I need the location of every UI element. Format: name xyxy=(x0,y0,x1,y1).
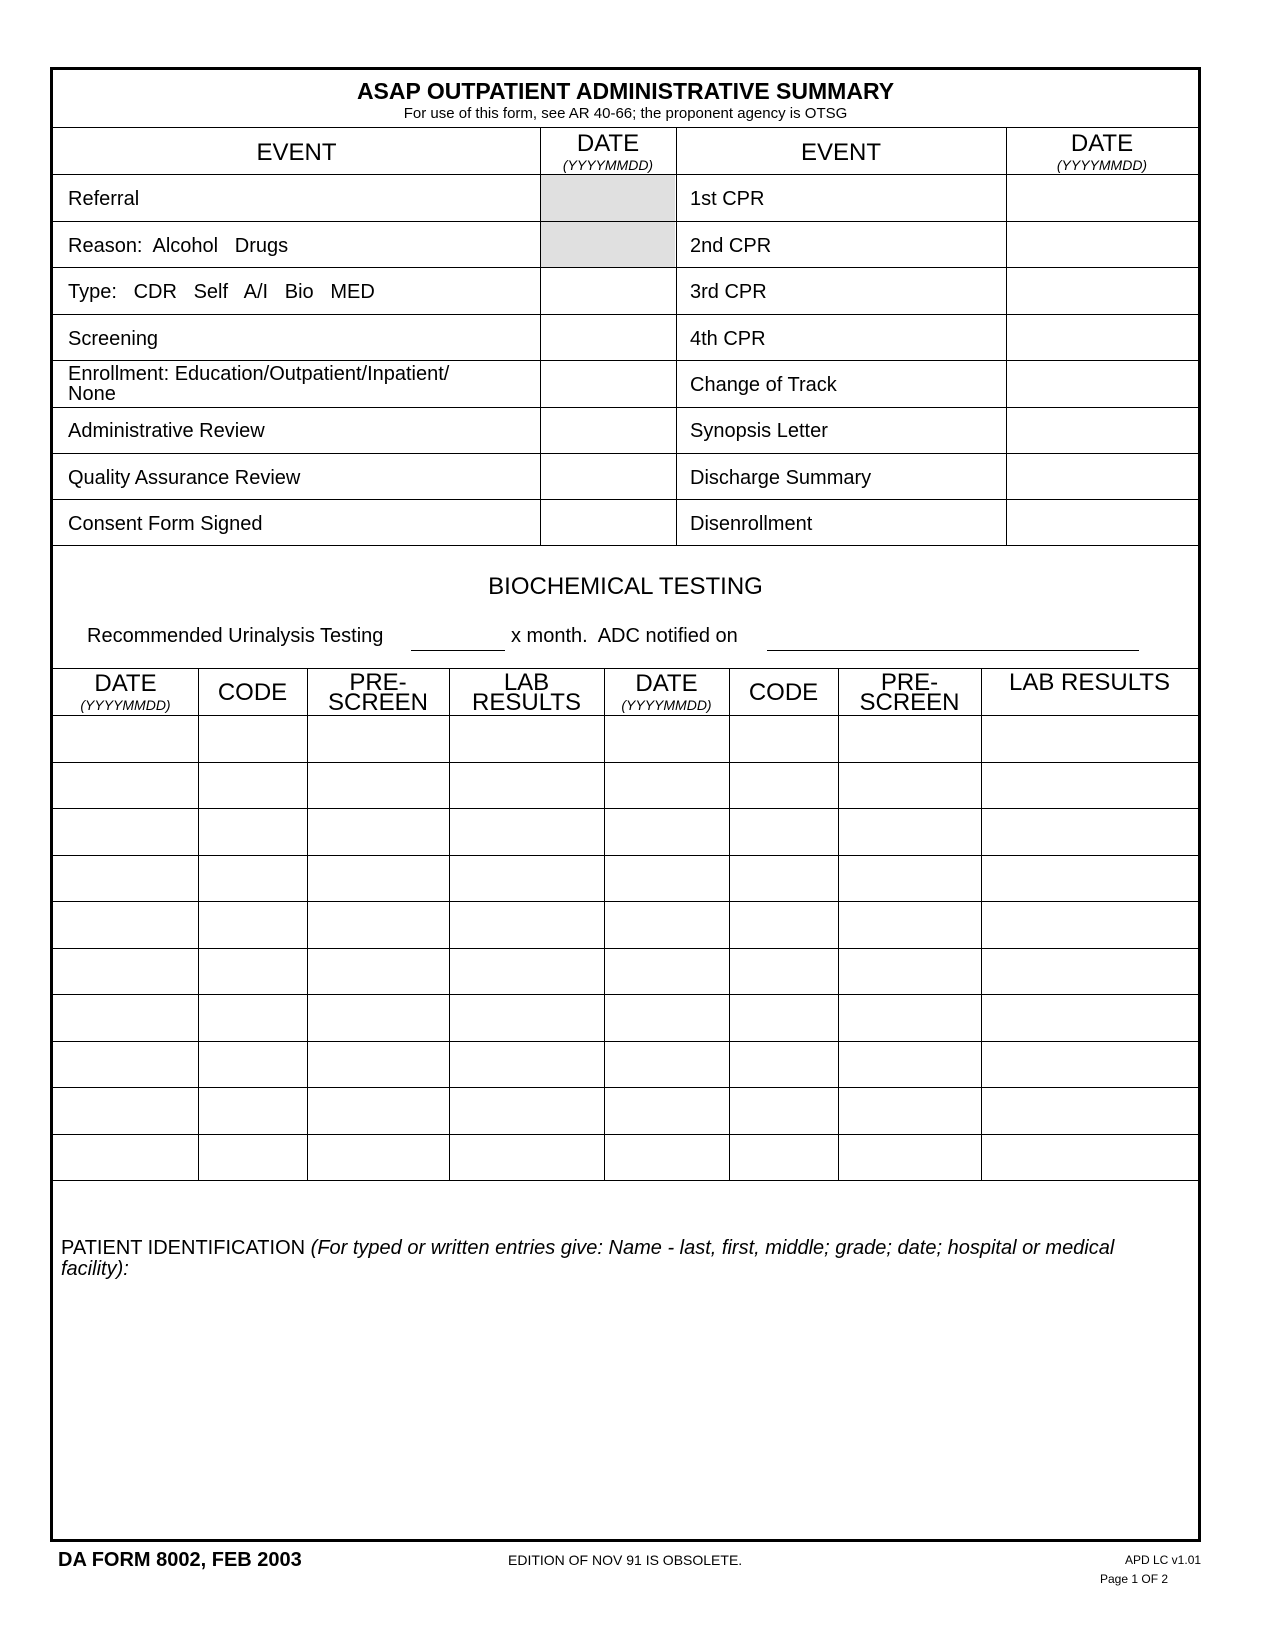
date-header-right: DATE xyxy=(1070,130,1134,157)
table-row-divider xyxy=(53,762,1198,763)
event-type: Type: CDR Self A/I Bio MED xyxy=(68,281,375,303)
testing-frequency-blank[interactable] xyxy=(411,650,505,651)
divider xyxy=(53,221,1198,222)
biochemical-title: BIOCHEMICAL TESTING xyxy=(488,573,763,600)
event-enrollment: Enrollment: Education/Outpatient/Inpatient/ None xyxy=(68,363,450,405)
test-code-header: CODE xyxy=(217,679,288,706)
patient-identification-instructions: (For typed or written entries give: Name - last, first, middle; grade; date; hospital or medical facility): xyxy=(61,1237,1115,1280)
table-column-divider xyxy=(307,668,308,1180)
divider xyxy=(53,715,1198,716)
table-row-divider xyxy=(53,901,1198,902)
divider xyxy=(53,545,1198,546)
event-consent-form-signed: Consent Form Signed xyxy=(68,513,263,535)
divider xyxy=(53,314,1198,315)
divider xyxy=(53,360,1198,361)
event-header-right: EVENT xyxy=(800,139,881,166)
table-row-divider xyxy=(53,994,1198,995)
date-header-left: DATE xyxy=(576,130,640,157)
event-synopsis-letter: Synopsis Letter xyxy=(690,420,828,442)
event-header-left: EVENT xyxy=(256,139,337,166)
divider xyxy=(53,1180,1198,1181)
table-column-divider xyxy=(449,668,450,1180)
form-number: DA FORM 8002, FEB 2003 xyxy=(58,1549,302,1571)
form-subtitle: For use of this form, see AR 40-66; the proponent agency is OTSG xyxy=(403,105,848,122)
divider xyxy=(676,127,677,545)
divider xyxy=(53,407,1198,408)
divider xyxy=(53,453,1198,454)
event-4th-cpr: 4th CPR xyxy=(690,328,766,350)
table-row-divider xyxy=(53,1134,1198,1135)
divider xyxy=(53,499,1198,500)
table-row-divider xyxy=(53,1041,1198,1042)
event-3rd-cpr: 3rd CPR xyxy=(690,281,767,303)
event-2nd-cpr: 2nd CPR xyxy=(690,235,772,257)
divider xyxy=(540,127,541,545)
test-date-header-2: DATE xyxy=(635,670,698,697)
date-format-left: (YYYYMMDD) xyxy=(562,157,654,173)
event-quality-assurance-review: Quality Assurance Review xyxy=(68,467,301,489)
page-number: Page 1 OF 2 xyxy=(1100,1572,1169,1586)
divider xyxy=(1006,127,1007,545)
date-format-right: (YYYYMMDD) xyxy=(1056,157,1148,173)
table-column-divider xyxy=(981,668,982,1180)
table-column-divider xyxy=(838,668,839,1180)
form-frame xyxy=(50,67,1201,1542)
test-date-header: DATE xyxy=(94,670,157,697)
test-lab-results-header-2: LAB RESULTS xyxy=(1009,669,1170,696)
table-column-divider xyxy=(604,668,605,1180)
event-administrative-review: Administrative Review xyxy=(68,420,265,442)
divider xyxy=(53,267,1198,268)
divider xyxy=(53,174,1198,175)
event-referral: Referral xyxy=(68,188,140,210)
event-reason: Reason: Alcohol Drugs xyxy=(68,235,289,257)
table-row-divider xyxy=(53,948,1198,949)
test-code-header-2: CODE xyxy=(748,679,819,706)
form-title: ASAP OUTPATIENT ADMINISTRATIVE SUMMARY xyxy=(356,78,895,104)
patient-identification[interactable] xyxy=(61,1238,1181,1280)
test-date-format: (YYYYMMDD) xyxy=(80,697,171,713)
adc-notified-date-blank[interactable] xyxy=(767,650,1139,651)
test-prescreen-header: PRE- SCREEN xyxy=(327,669,429,716)
table-column-divider xyxy=(198,668,199,1180)
date-cell-referral xyxy=(541,175,675,221)
edition-note: EDITION OF NOV 91 IS OBSOLETE. xyxy=(508,1552,743,1568)
test-date-format-2: (YYYYMMDD) xyxy=(621,697,712,713)
test-lab-results-header: LAB RESULTS xyxy=(472,669,581,716)
recommended-urinalysis-label: Recommended Urinalysis Testing xyxy=(87,625,384,647)
date-cell-reason xyxy=(541,222,675,267)
table-row-divider xyxy=(53,855,1198,856)
adc-notified-label: x month. ADC notified on xyxy=(511,625,738,647)
test-prescreen-header-2: PRE- SCREEN xyxy=(859,669,960,716)
version-label: APD LC v1.01 xyxy=(1125,1553,1202,1567)
event-change-of-track: Change of Track xyxy=(690,374,837,396)
event-discharge-summary: Discharge Summary xyxy=(690,467,872,489)
table-column-divider xyxy=(729,668,730,1180)
event-disenrollment: Disenrollment xyxy=(690,513,813,535)
event-screening: Screening xyxy=(68,328,159,350)
patient-identification-label: PATIENT IDENTIFICATION xyxy=(61,1237,306,1259)
table-row-divider xyxy=(53,1087,1198,1088)
event-1st-cpr: 1st CPR xyxy=(690,188,765,210)
table-row-divider xyxy=(53,808,1198,809)
divider xyxy=(53,127,1198,128)
